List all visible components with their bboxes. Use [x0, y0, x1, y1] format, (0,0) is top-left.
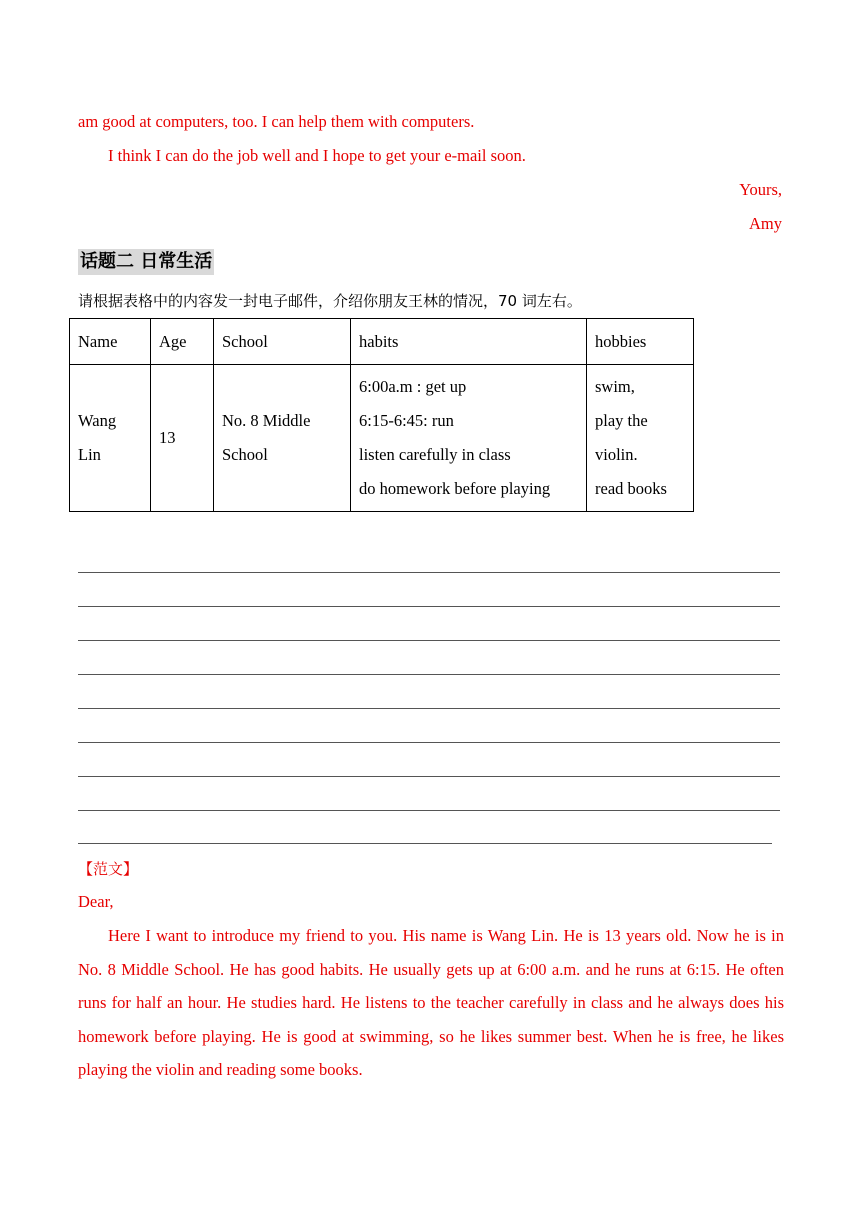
writing-line	[78, 776, 780, 777]
hobbies-cell: swim, play the violin. read books	[587, 365, 694, 512]
sample-body: Here I want to introduce my friend to you. His name is Wang Lin. He is 13 years old. Now he is in No. 8 Middle School. He has good habits. He usually gets up at 6:00 a.m. and he runs at 6:15. He often runs for half an hour. He studies hard. He listens to the teacher carefully in class and he always does his homework before playing. He is good at swimming, so he likes summer best. When he is free, he likes playing the violin and reading some books.	[78, 926, 784, 1079]
sample-greeting: Dear,	[78, 892, 114, 911]
info-table	[69, 318, 694, 512]
name-cell: Wang Lin	[70, 365, 151, 512]
writing-line	[78, 572, 780, 573]
table-header-cell: School	[214, 319, 351, 365]
table-header-row	[70, 319, 694, 365]
prev-example-line: am good at computers, too. I can help them with computers.	[78, 112, 475, 131]
table-header-cell: Name	[70, 319, 151, 365]
habits-cell: 6:00a.m : get up 6:15-6:45: run listen carefully in class do homework before playing	[351, 365, 587, 512]
school-cell: No. 8 Middle School	[214, 365, 351, 512]
letter-closing: Yours,	[739, 180, 782, 199]
table-row	[70, 365, 694, 512]
writing-line	[78, 606, 780, 607]
table-header-cell: hobbies	[587, 319, 694, 365]
writing-line	[78, 810, 780, 811]
writing-line	[78, 640, 780, 641]
topic-heading: 话题二 日常生活	[78, 249, 214, 275]
table-header-cell: habits	[351, 319, 587, 365]
writing-line	[78, 843, 772, 844]
age-cell: 13	[151, 365, 214, 512]
writing-line	[78, 742, 780, 743]
letter-signature: Amy	[749, 214, 782, 233]
writing-line	[78, 674, 780, 675]
prev-example-line: I think I can do the job well and I hope to get your e-mail soon.	[108, 146, 526, 165]
sample-label: 【范文】	[78, 860, 139, 878]
table-header-cell: Age	[151, 319, 214, 365]
writing-line	[78, 708, 780, 709]
topic-instruction: 请根据表格中的内容发一封电子邮件，介绍你朋友王林的情况，70 词左右。	[78, 292, 582, 310]
